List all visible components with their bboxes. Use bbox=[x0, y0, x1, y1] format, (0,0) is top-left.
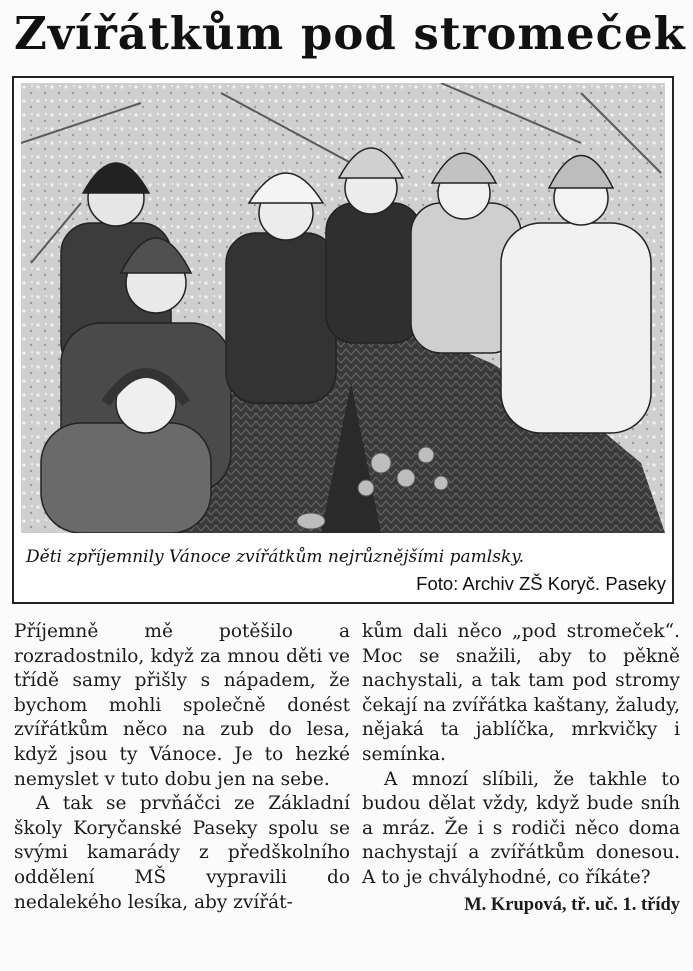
article-headline: Zvířátkům pod stromeček bbox=[14, 7, 686, 60]
author-signature: M. Krupová, tř. uč. 1. třídy bbox=[464, 894, 680, 915]
paragraph: A mnozí slíbili, že takhle to budou dělat vždy, když bude sníh a mráz. Že i s rodiči něco doma nachystají a zvířátkům donesou. A to je chvályhodné, co říkáte? bbox=[362, 768, 680, 888]
photo-credit: Foto: Archiv ZŠ Koryč. Paseky bbox=[416, 573, 666, 594]
text-column-right bbox=[362, 620, 680, 917]
paragraph: A tak se prvňáčci ze Základní školy Koryčanské Paseky spolu se svými kamarády z předškolního oddělení MŠ vypravili do nedalekého lesíka, aby zvířát- bbox=[14, 793, 350, 913]
photo-caption: Děti zpříjemnily Vánoce zvířátkům nejrůznějšími pamlsky. bbox=[26, 547, 524, 567]
paragraph: Příjemně mě potěšilo a rozradostnilo, když za mnou děti ve třídě samy přišly s nápadem, že bychom mohli společně donést zvířátkům něco na zub do lesa, když jsou ty Vánoce. Je to hezké nemyslet v tuto dobu jen na sebe. bbox=[14, 621, 350, 790]
article-photo bbox=[21, 83, 665, 533]
photo-box bbox=[12, 76, 674, 604]
text-column-left bbox=[14, 620, 350, 915]
paragraph: kům dali něco „pod stromeček“. Moc se snažili, aby to pěkně nachystali, a tak tam pod stromy čekají na zvířátka kaštany, žaludy, nějaká ta jablíčka, mrkvičky i semínka. bbox=[362, 621, 680, 765]
children-photo-illustration bbox=[21, 83, 665, 533]
